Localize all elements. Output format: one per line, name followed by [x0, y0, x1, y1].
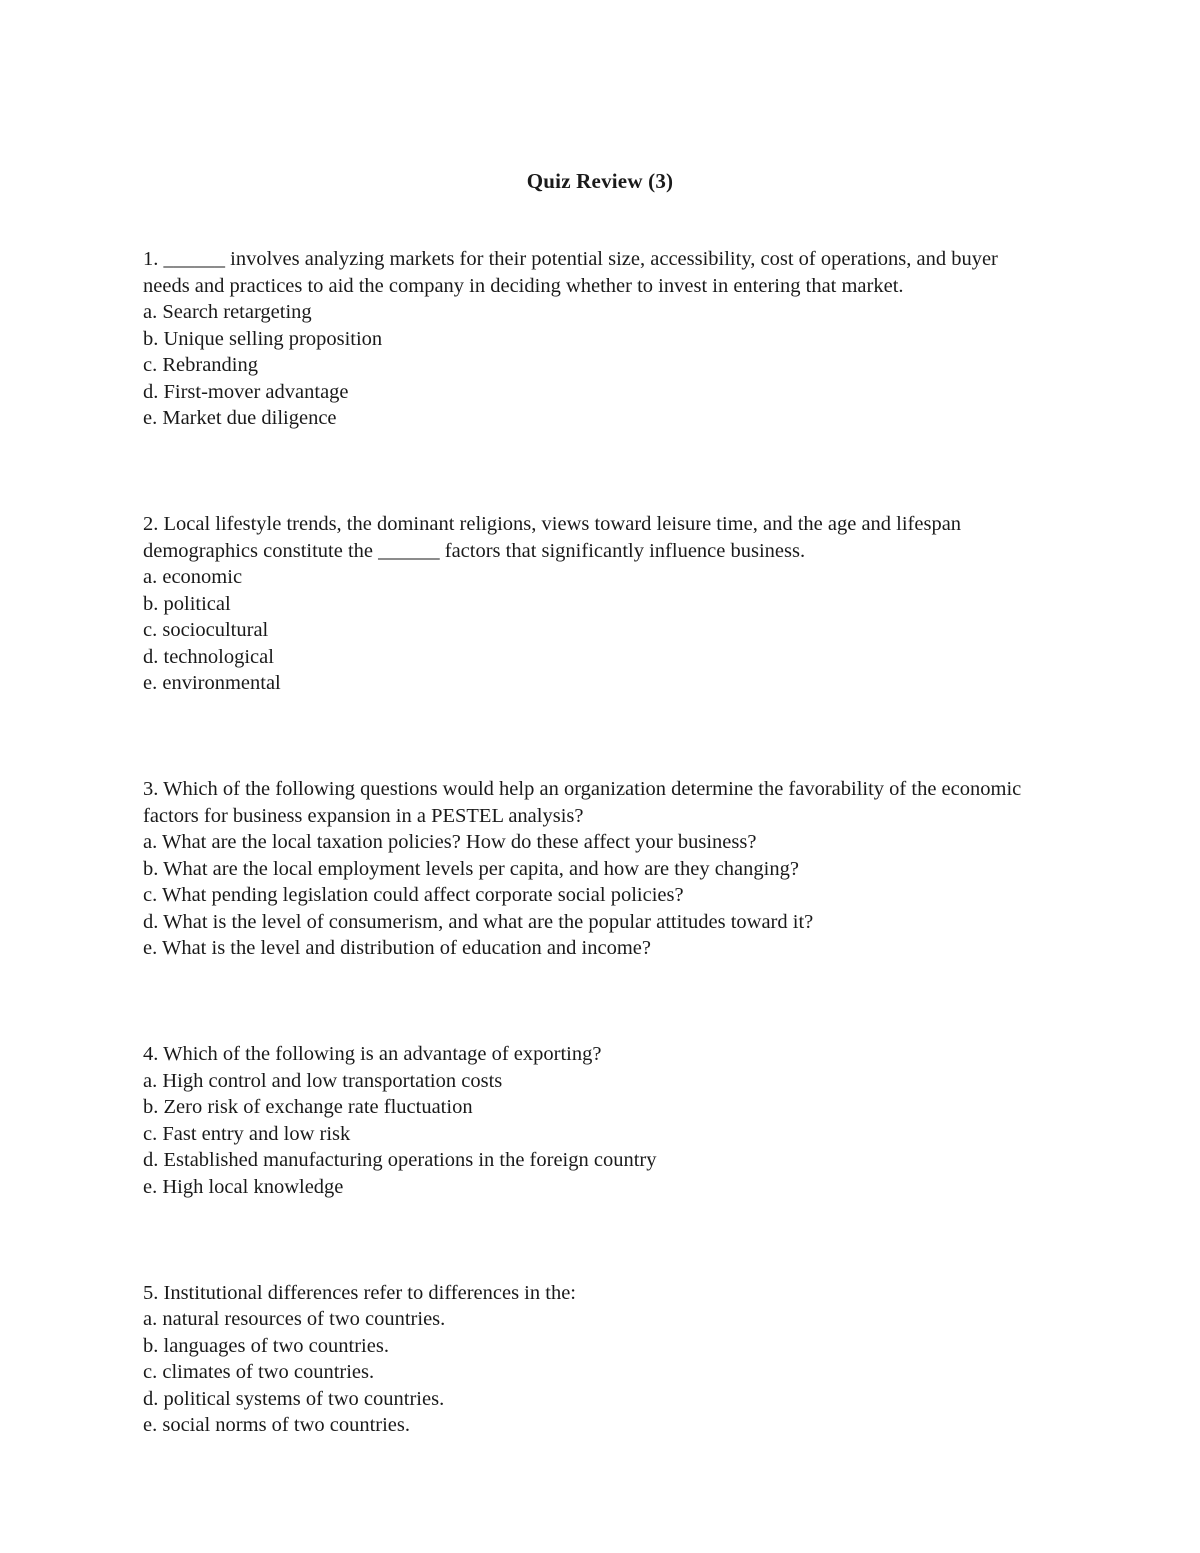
answer-option-c: c. sociocultural: [143, 619, 269, 641]
question-stem: 1. ______ involves analyzing markets for their potential size, accessibility, cost of operations, and buyer needs and practices to aid the company in deciding whether to invest in entering that market.: [143, 248, 1004, 297]
answer-option-d: d. What is the level of consumerism, and what are the popular attitudes toward it?: [143, 910, 814, 933]
answer-option-d: d. First-mover advantage: [143, 380, 349, 403]
answer-option-e: e. social norms of two countries.: [143, 1414, 411, 1436]
question-stem: 3. Which of the following questions would help an organization determine the favorability of the economic factors for business expansion in a PESTEL analysis?: [143, 778, 1027, 827]
answer-option-a: a. Search retargeting: [143, 301, 312, 323]
question-3: [143, 776, 1043, 962]
question-5: [143, 1280, 1043, 1439]
answer-option-b: b. political: [143, 592, 231, 615]
answer-option-a: a. natural resources of two countries.: [143, 1308, 446, 1330]
answer-option-e: e. High local knowledge: [143, 1175, 344, 1198]
answer-options: [143, 1306, 1043, 1439]
answer-option-e: e. Market due diligence: [143, 407, 337, 429]
answer-option-d: d. political systems of two countries.: [143, 1387, 445, 1410]
quiz-content: [143, 246, 1043, 1439]
answer-option-c: c. Rebranding: [143, 354, 258, 376]
question-4: [143, 1041, 1043, 1200]
answer-option-c: c. Fast entry and low risk: [143, 1122, 351, 1145]
answer-options: [143, 829, 1043, 962]
answer-options: [143, 299, 1043, 432]
answer-option-a: a. economic: [143, 566, 243, 588]
answer-option-a: a. High control and low transportation costs: [143, 1069, 503, 1092]
question-stem: 2. Local lifestyle trends, the dominant religions, views toward leisure time, and the age and lifespan demographics constitute the ______ factors that significantly influence business.: [143, 513, 967, 562]
answer-option-c: c. climates of two countries.: [143, 1361, 375, 1383]
question-stem: 5. Institutional differences refer to differences in the:: [143, 1281, 576, 1304]
answer-options: [143, 1068, 1043, 1201]
question-1: [143, 246, 1043, 432]
answer-option-e: e. What is the level and distribution of education and income?: [143, 937, 651, 959]
document-title: Quiz Review (3): [526, 169, 674, 193]
answer-option-d: d. Established manufacturing operations in the foreign country: [143, 1149, 657, 1171]
answer-option-b: b. Unique selling proposition: [143, 327, 383, 350]
answer-option-b: b. languages of two countries.: [143, 1334, 389, 1357]
answer-option-a: a. What are the local taxation policies? How do these affect your business?: [143, 831, 757, 853]
answer-option-c: c. What pending legislation could affect corporate social policies?: [143, 884, 684, 906]
answer-options: [143, 564, 1043, 697]
question-2: [143, 511, 1043, 697]
answer-option-b: b. Zero risk of exchange rate fluctuation: [143, 1096, 473, 1118]
answer-option-b: b. What are the local employment levels per capita, and how are they changing?: [143, 857, 799, 880]
question-stem: 4. Which of the following is an advantage of exporting?: [143, 1043, 602, 1065]
answer-option-d: d. technological: [143, 645, 274, 668]
answer-option-e: e. environmental: [143, 672, 281, 694]
